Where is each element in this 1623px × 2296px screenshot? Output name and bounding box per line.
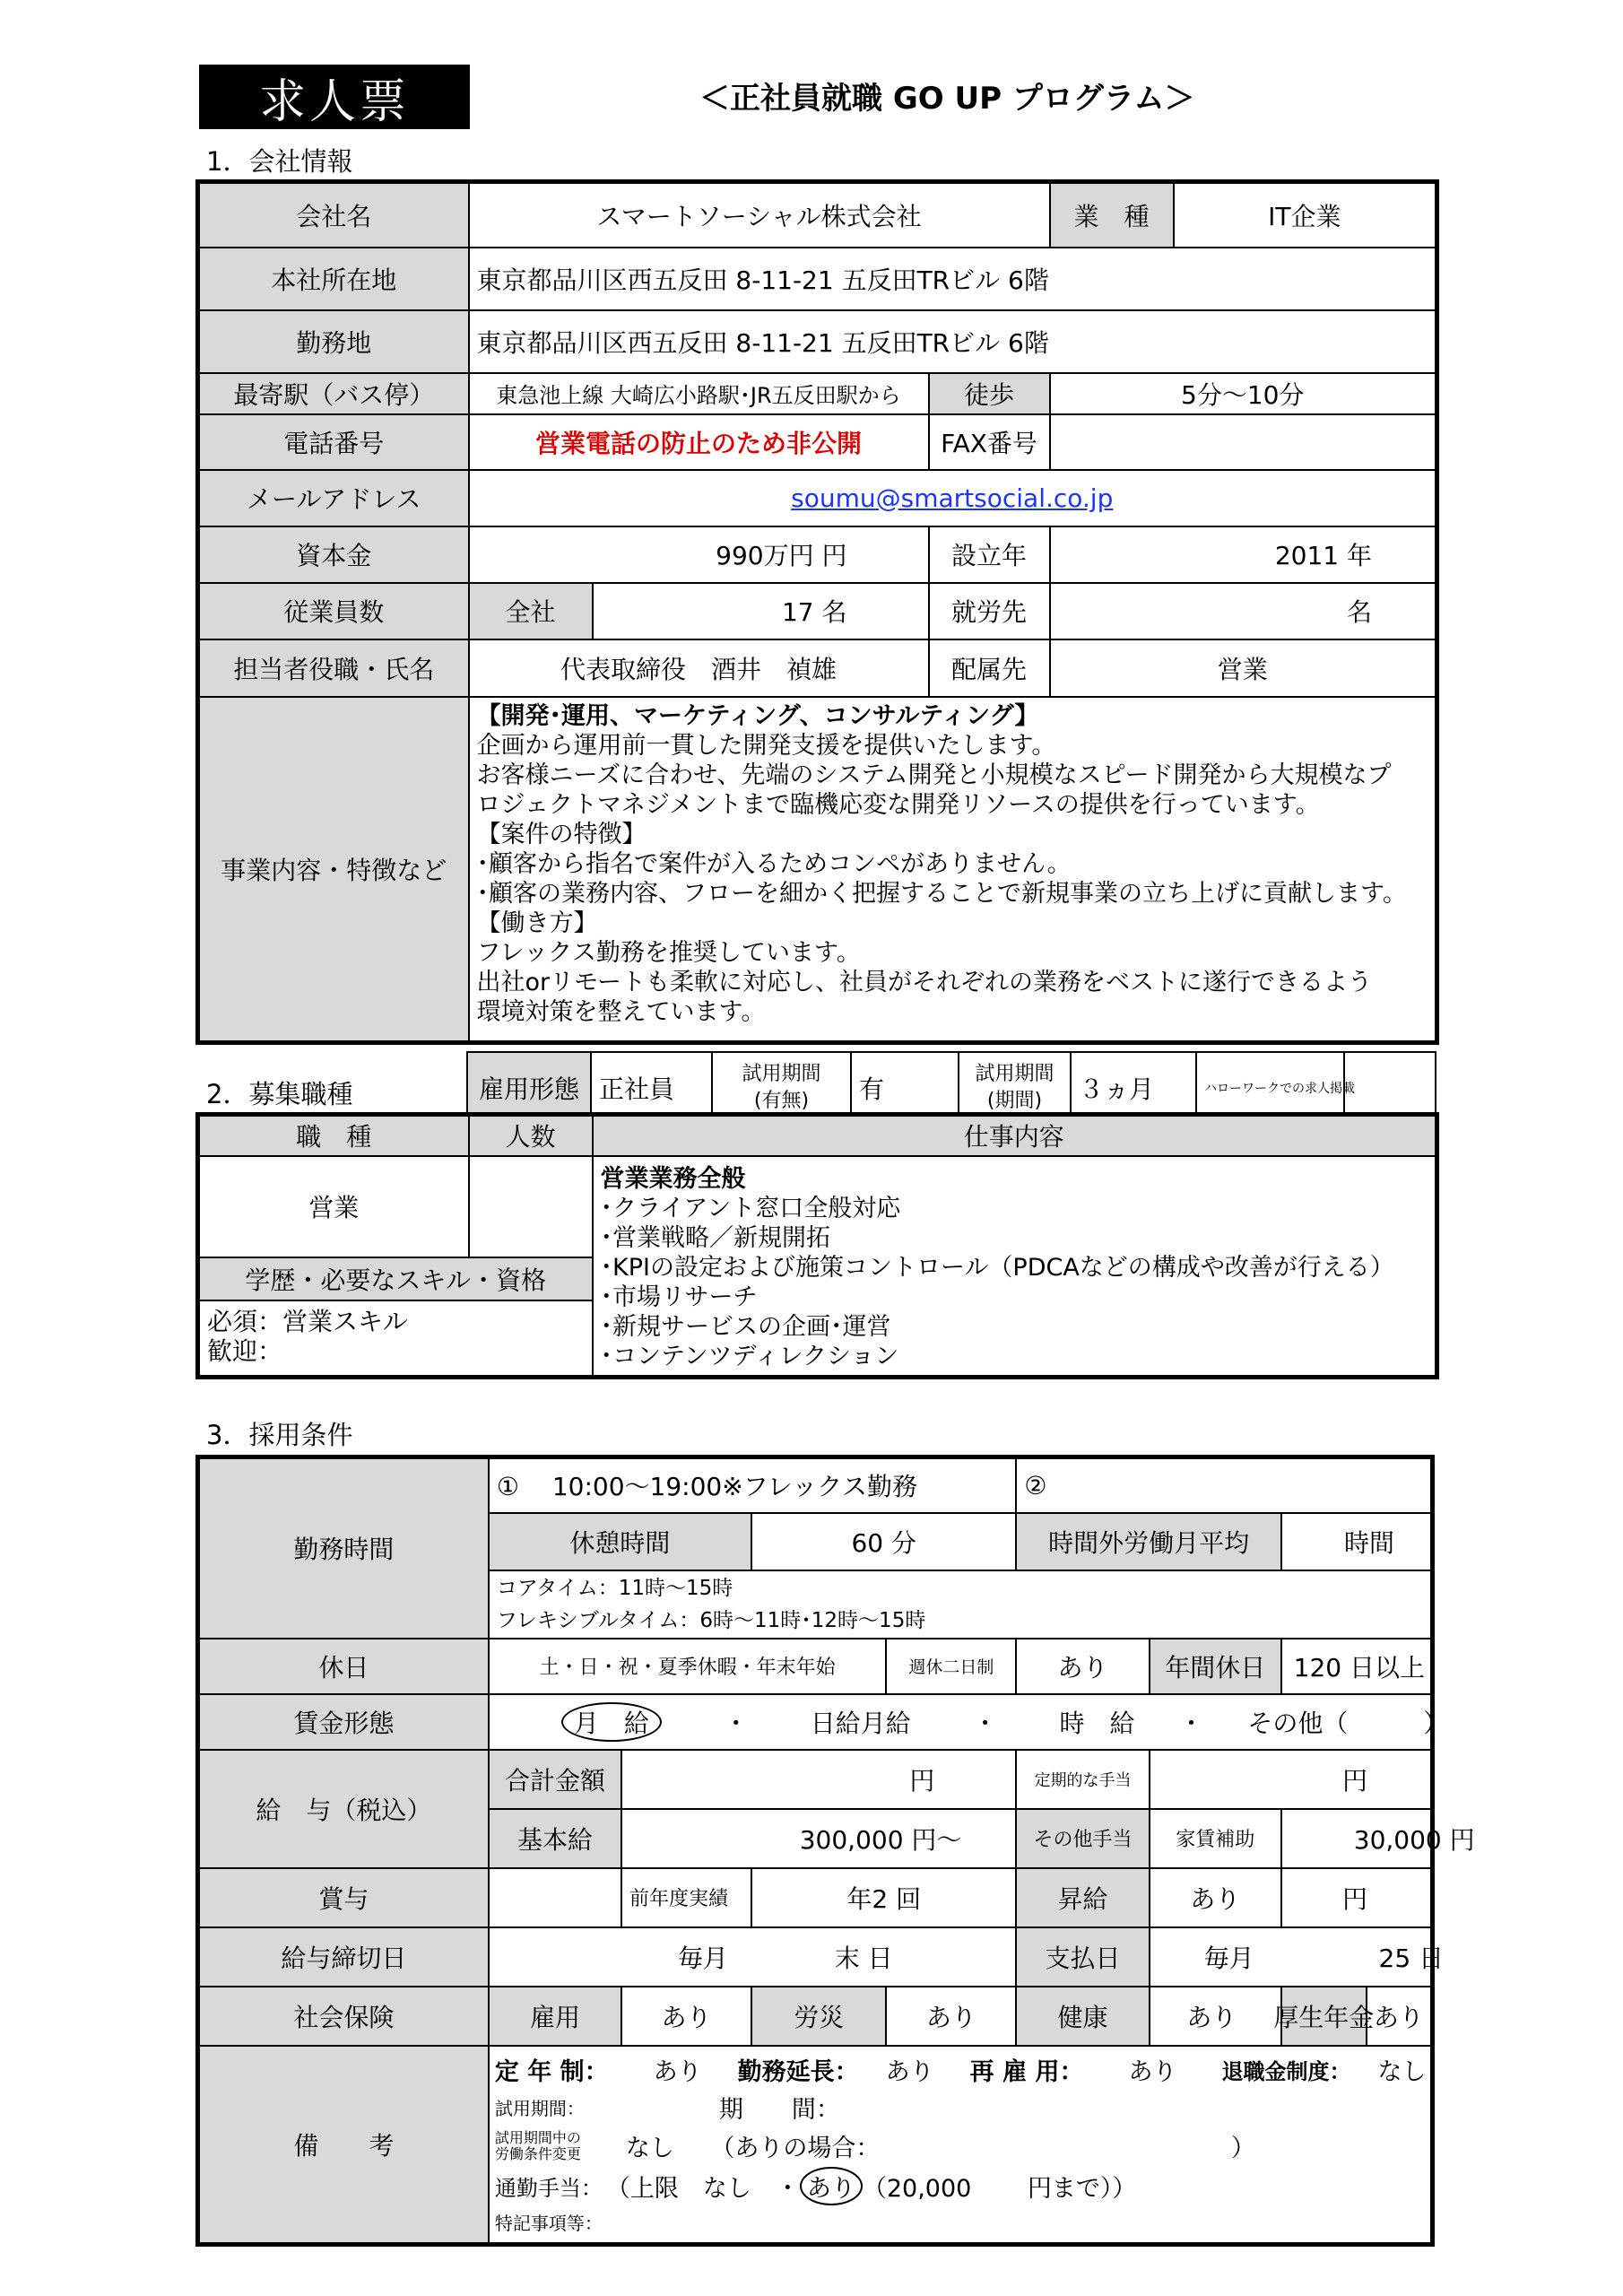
rehire-label: 再 雇 用： (969, 2058, 1084, 2086)
commute-part-c: （20,000 円まで）） (862, 2175, 1137, 2203)
trial-presence-label-line1: 試用期間 (742, 1063, 821, 1085)
employees-all-value: 17 名 (593, 583, 929, 639)
annual-holiday-label: 年間休日 (1150, 1639, 1281, 1694)
job-content (593, 1156, 1437, 1378)
business-line: お客様ニーズに合わせ、先端のシステム開発と小規模なスピード開発から大規模なプ (476, 761, 1392, 789)
ins-employment-value: あり (621, 1987, 751, 2046)
business-line: ロジェクトマネジメントまで臨機応変な開発リソースの提供を行っています。 (476, 790, 1320, 819)
headcount-label: 人数 (469, 1115, 593, 1156)
welcome-skills: 歓迎： (207, 1336, 283, 1367)
payday-label: 支払日 (1016, 1927, 1149, 1987)
program-subtitle: ＜正社員就職 GO UP プログラム＞ (699, 81, 1195, 117)
business-label: 事業内容・特徴など (198, 697, 469, 1043)
commute-label: 通勤手当： (494, 2176, 603, 2201)
company-name-label: 会社名 (198, 182, 469, 248)
fax-value (1050, 414, 1437, 470)
commute-row (495, 2167, 1425, 2206)
business-line: 出社orリモートも柔軟に対応し、社員がそれぞれの業務をベストに遂行できるよう (476, 968, 1373, 996)
job-description-table (195, 1112, 1439, 1379)
regular-allowance-value: 円 (1150, 1750, 1433, 1809)
bonus-value: 年2 回 (751, 1868, 1016, 1927)
payday-day: 25 日 (1378, 1943, 1445, 1973)
trial-period-row (495, 2090, 1425, 2126)
trial-period-remark-label: 試用期間： (494, 2098, 585, 2119)
employees-label: 従業員数 (198, 583, 469, 639)
weekly-two-value: あり (1016, 1639, 1149, 1694)
regular-allowance-label: 定期的な手当 (1016, 1750, 1149, 1809)
conditions-table (195, 1455, 1475, 2247)
trial-cond-value: なし （ありの場合： ） (625, 2135, 1255, 2162)
business-line: ･顧客の業務内容、フローを細かく把握することで新規事業の立ち上げに貢献します。 (476, 879, 1407, 908)
content-line: ･営業戦略／新規開拓 (600, 1223, 830, 1252)
cutoff-value (489, 1927, 1017, 1987)
trial-conditions-row (495, 2126, 1425, 2167)
retirement-row (495, 2050, 1425, 2090)
wage-hourly: 時 給 (1059, 1708, 1135, 1738)
content-label: 仕事内容 (593, 1115, 1437, 1156)
ins-health-text: あり (1186, 2002, 1237, 2032)
flexible-time: フレキシブルタイム：6時～11時･12時～15時 (496, 1608, 926, 1632)
extension-value: あり (885, 2058, 934, 2086)
dept-label: 配属先 (929, 639, 1050, 697)
trial-cond-label-line1: 試用期間中の (494, 2128, 581, 2146)
content-line: ･コンテンツディレクション (600, 1342, 899, 1370)
trial-period-label-line1: 試用期間 (975, 1063, 1055, 1085)
special-notes-label: 特記事項等： (494, 2213, 603, 2234)
payday-month: 毎月 (1203, 1943, 1254, 1973)
bonus-empty (489, 1868, 621, 1927)
severance-label: 退職金制度： (1221, 2059, 1351, 2084)
page-title: 求人票 (199, 65, 470, 129)
station-label: 最寄駅（バス停） (198, 373, 469, 414)
overtime-value: 時間 (1281, 1513, 1433, 1570)
rehire-value: あり (1128, 2058, 1177, 2086)
workplace-address: 東京都品川区西五反田 8-11-21 五反田TRビル 6階 (469, 310, 1437, 373)
skills-label: 学歴・必要なスキル・資格 (198, 1257, 593, 1300)
hours-label: 勤務時間 (198, 1457, 489, 1639)
total-value: 円 (621, 1750, 1016, 1809)
section-conditions: 3．採用条件 (206, 1420, 353, 1450)
trial-cond-label (495, 2130, 581, 2162)
business-line: 【働き方】 (476, 909, 598, 937)
wage-daily: 日給月給 (810, 1708, 911, 1738)
trial-presence-value: 有 (851, 1052, 959, 1124)
base-label: 基本給 (489, 1809, 621, 1868)
business-line: 【開発･運用、マーケティング、コンサルティング】 (476, 701, 1039, 730)
contact-label: 担当者役職・氏名 (198, 639, 469, 697)
hellowork-label: ハローワークでの求人掲載 (1196, 1052, 1344, 1124)
commute-selected: あり (800, 2167, 863, 2205)
occupation-value: 営業 (198, 1156, 469, 1258)
core-time: コアタイム：11時～15時 (496, 1576, 733, 1600)
cutoff-label: 給与締切日 (198, 1927, 489, 1987)
pension-cell (1273, 1987, 1433, 2046)
ins-health-label: 健康 (1016, 1987, 1149, 2046)
trial-cond-label-line2: 労働条件変更 (494, 2144, 581, 2162)
ins-employment-label: 雇用 (489, 1987, 621, 2046)
retire-age-label: 定 年 制： (494, 2058, 609, 2086)
remarks-content (489, 2046, 1433, 2245)
shift-1: ① 10:00～19:00※フレックス勤務 (489, 1457, 1017, 1513)
skills-value (198, 1300, 593, 1377)
contact-value: 代表取締役 酒井 禎雄 (469, 639, 929, 697)
severance-value: なし (1377, 2058, 1427, 2086)
ins-health-value (1150, 1987, 1281, 2046)
payday-value (1150, 1927, 1445, 1987)
break-label: 休憩時間 (489, 1513, 751, 1570)
section-job-type: 2．募集職種 (206, 1079, 353, 1109)
salary-label: 給 与（税込） (198, 1750, 489, 1868)
occupation-label: 職 種 (198, 1115, 469, 1156)
ins-accident-value: あり (886, 1987, 1016, 2046)
wage-separator: ・ (972, 1708, 998, 1738)
trial-presence-label-line2: (有無) (753, 1090, 810, 1112)
trial-period-value: ３ヵ月 (1071, 1052, 1196, 1124)
site-label: 就労先 (929, 583, 1050, 639)
holiday-label: 休日 (198, 1639, 489, 1694)
capital-label: 資本金 (198, 526, 469, 583)
headcount-value (469, 1156, 593, 1258)
wage-other: その他（ ） (1247, 1708, 1449, 1738)
annual-holiday-value: 120 日以上 (1281, 1639, 1433, 1694)
raise-amount: 円 (1281, 1868, 1433, 1927)
company-name: スマートソーシャル株式会社 (469, 182, 1050, 248)
business-description (469, 697, 1437, 1043)
mail-link[interactable]: soumu@smartsocial.co.jp (791, 483, 1114, 513)
capital-value: 990万円 円 (469, 526, 929, 583)
founded-value: 2011 年 (1050, 526, 1437, 583)
cutoff-month: 毎月 (677, 1943, 728, 1973)
business-line: 【案件の特徴】 (476, 820, 647, 848)
base-value: 300,000 円～ (621, 1809, 1016, 1868)
company-info-table (195, 179, 1439, 1045)
station-value: 東急池上線 大崎広小路駅･JR五反田駅から (469, 373, 929, 414)
other-allowance-name: 家賃補助 (1150, 1809, 1281, 1868)
content-line: ･新規サービスの企画･運営 (600, 1312, 891, 1341)
business-line: フレックス勤務を推奨しています。 (476, 938, 861, 967)
dept-value: 営業 (1050, 639, 1437, 697)
content-line: ･KPIの設定および施策コントロール（PDCAなどの構成や改善が行える） (600, 1253, 1394, 1282)
hq-label: 本社所在地 (198, 248, 469, 310)
industry-value: IT企業 (1174, 182, 1437, 248)
wage-monthly-selected: 月 給 (561, 1702, 662, 1742)
content-line: 営業業務全般 (600, 1164, 746, 1193)
wage-separator: ・ (1178, 1708, 1204, 1738)
ins-pension-label: 厚生年金 (1282, 1987, 1367, 2045)
core-flex-times (489, 1570, 1433, 1639)
wage-separator: ・ (723, 1708, 749, 1738)
ins-accident-label: 労災 (751, 1987, 886, 2046)
site-value: 名 (1050, 583, 1437, 639)
insurance-label: 社会保険 (198, 1987, 489, 2046)
cutoff-day: 末 日 (834, 1943, 893, 1973)
emp-type-value: 正社員 (591, 1052, 712, 1124)
other-allowance-value: 30,000 円 (1281, 1809, 1433, 1868)
shift-2: ② (1016, 1457, 1432, 1513)
wage-label: 賃金形態 (198, 1694, 489, 1750)
founded-label: 設立年 (929, 526, 1050, 583)
raise-value: あり (1150, 1868, 1281, 1927)
content-line: ･市場リサーチ (600, 1283, 758, 1311)
walk-value: 5分～10分 (1050, 373, 1437, 414)
bonus-prev-label: 前年度実績 (621, 1868, 751, 1927)
business-line: ･顧客から指名で案件が入るためコンペがありません。 (476, 849, 1072, 878)
extension-label: 勤務延長： (737, 2058, 859, 2086)
ins-pension-value: あり (1373, 2002, 1424, 2032)
tel-label: 電話番号 (198, 414, 469, 470)
mail-label: メールアドレス (198, 470, 469, 526)
overtime-label: 時間外労働月平均 (1016, 1513, 1280, 1570)
employees-all-label: 全社 (469, 583, 593, 639)
workplace-label: 勤務地 (198, 310, 469, 373)
content-line: ･クライアント窓口全般対応 (600, 1194, 901, 1222)
weekly-two-label: 週休二日制 (886, 1639, 1016, 1694)
business-line: 環境対策を整えています。 (476, 997, 766, 1026)
trial-period-label-line2: (期間) (986, 1090, 1043, 1112)
emp-type-label: 雇用形態 (467, 1052, 591, 1124)
tel-value: 営業電話の防止のため非公開 (469, 414, 929, 470)
section-company-info: 1．会社情報 (206, 146, 353, 177)
hq-address: 東京都品川区西五反田 8-11-21 五反田TRビル 6階 (469, 248, 1437, 310)
commute-part-a: （上限 なし ・ (605, 2175, 800, 2203)
holiday-value: 土・日・祝・夏季休暇・年末年始 (489, 1639, 887, 1694)
retire-age-value: あり (653, 2058, 702, 2086)
other-allowance-label: その他手当 (1016, 1809, 1149, 1868)
business-line: 企画から運用前一貫した開発支援を提供いたします。 (476, 731, 1056, 760)
raise-label: 昇給 (1016, 1868, 1149, 1927)
special-row (495, 2206, 1425, 2239)
remarks-label: 備 考 (198, 2046, 489, 2245)
industry-label: 業 種 (1050, 182, 1174, 248)
total-label: 合計金額 (489, 1750, 621, 1809)
break-value: 60 分 (751, 1513, 1016, 1570)
period-label: 期 間： (718, 2096, 840, 2124)
fax-label: FAX番号 (929, 414, 1050, 470)
bonus-label: 賞与 (198, 1868, 489, 1927)
required-skills: 必須：営業スキル (207, 1307, 408, 1337)
walk-label: 徒歩 (929, 373, 1050, 414)
wage-types (489, 1694, 1449, 1750)
